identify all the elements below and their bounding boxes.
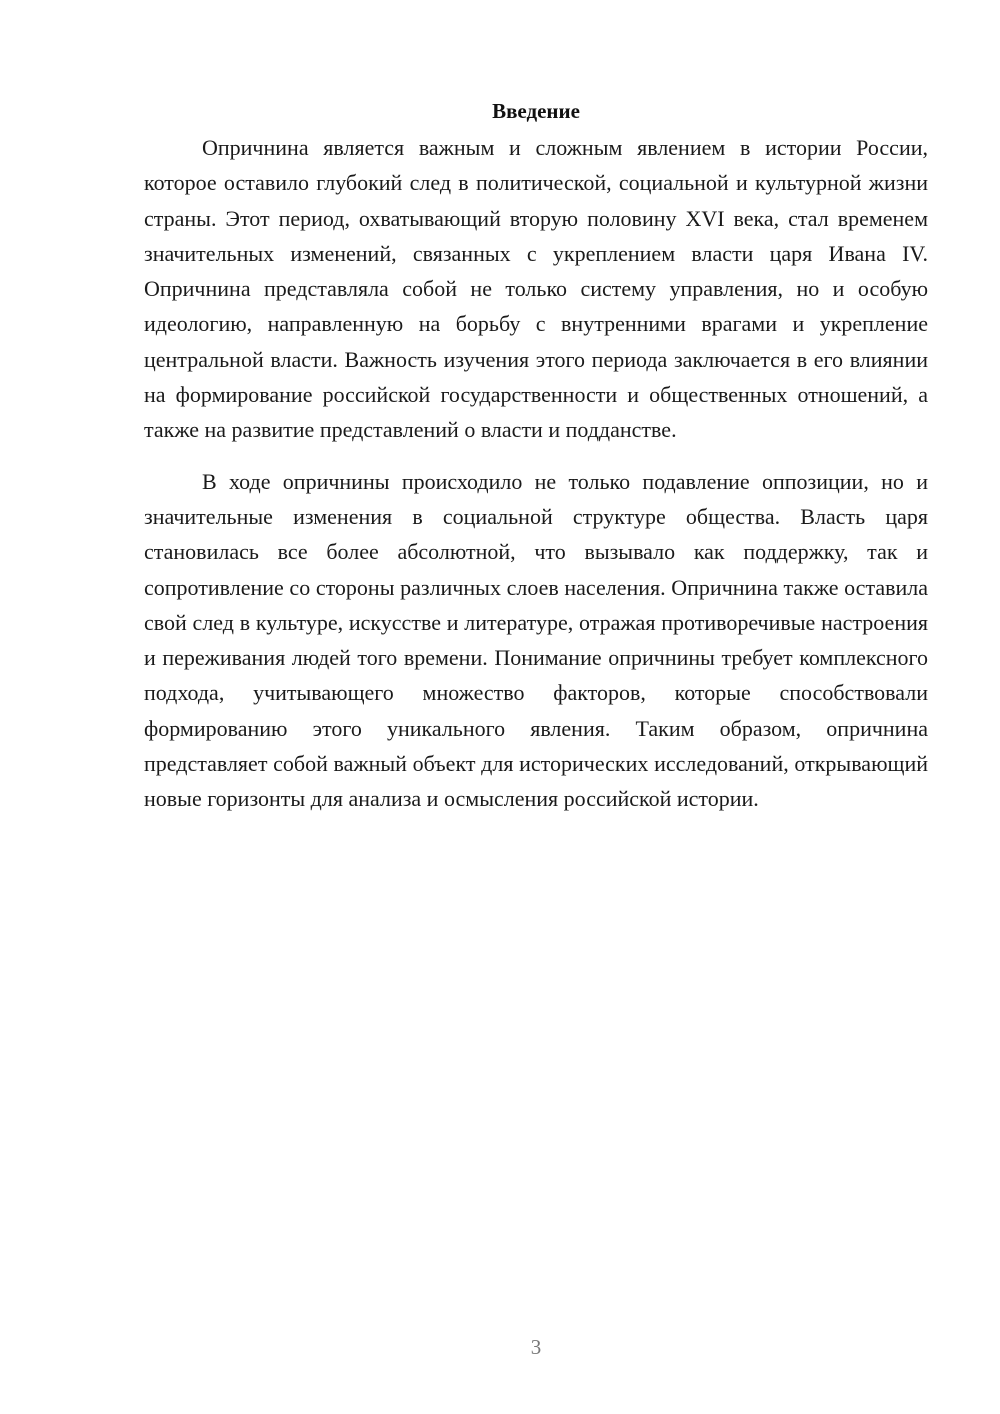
page-content — [144, 96, 928, 817]
page-number: 3 — [530, 1335, 542, 1359]
paragraph-1: Опричнина является важным и сложным явлением в истории России, которое оставило глубокий след в политической, социальной и культурной жизни страны. Этот период, охватывающий вторую половину XVI века, стал временем значительных изменений, связанных с укреплением власти царя Ивана IV. Опричнина представляла собой не только систему управления, но и особую идеологию, направленную на борьбу с внутренними врагами и укрепление центральной власти. Важность изучения этого периода заключается в его влиянии на формирование российской государственности и общественных отношений, а также на развитие представлений о власти и подданстве. — [144, 135, 928, 443]
paragraph-2: В ходе опричнины происходило не только подавление оппозиции, но и значительные изменения в социальной структуре общества. Власть царя становилась все более абсолютной, что вызывало как поддержку, так и сопротивление со стороны различных слоев населения. Опричнина также оставила свой след в культуре, искусстве и литературе, отражая противоречивые настроения и переживания людей того времени. Понимание опричнины требует комплексного подхода, учитывающего множество факторов, которые способствовали формированию этого уникального явления. Таким образом, опричнина представляет собой важный объект для исторических исследований, открывающий новые горизонты для анализа и осмысления российской истории. — [144, 468, 928, 812]
section-heading: Введение — [492, 99, 580, 123]
